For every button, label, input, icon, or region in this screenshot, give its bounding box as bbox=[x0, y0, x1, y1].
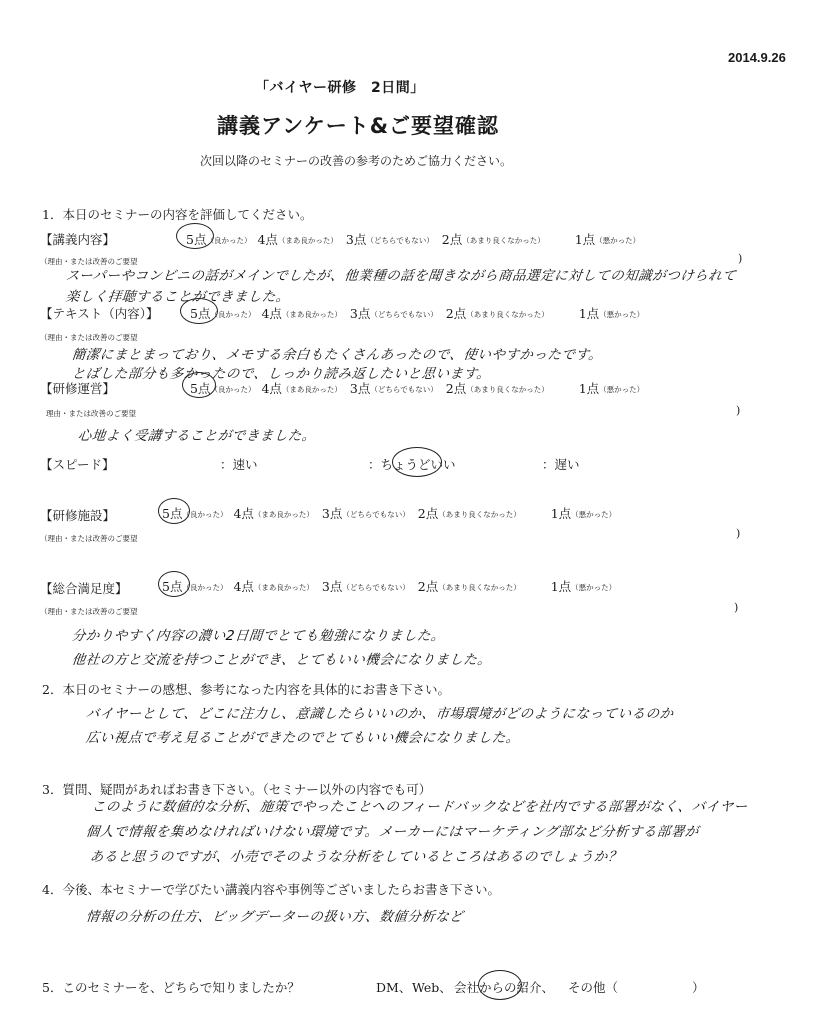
question-1-label: 1．本日のセミナーの内容を評価してください。 bbox=[42, 207, 313, 222]
rating-5[interactable]: 5点（良かった） bbox=[162, 506, 228, 521]
page-title: 講義アンケート&ご要望確認 bbox=[217, 114, 500, 138]
rating-row-lecture bbox=[186, 230, 640, 248]
handwritten-answer: 他社の方と交流を持つことができ、とてもいい機会になりました。 bbox=[70, 652, 493, 668]
item-label-lecture: 【講義内容】 bbox=[40, 232, 116, 247]
reason-label: （理由・または改善のご要望 bbox=[40, 333, 138, 342]
handwritten-answer: このように数値的な分析、施策でやったことへのフィードバックなどを社内でする部署がなく、バイヤー bbox=[90, 799, 749, 815]
course-name: 「バイヤー研修 2日間」 bbox=[255, 80, 425, 96]
source-option-dm[interactable]: DM、 bbox=[376, 980, 412, 995]
reason-label: （理由・または改善のご要望 bbox=[40, 534, 138, 543]
question-3-label: 3．質問、疑問があればお書き下さい。（セミナー以外の内容でも可） bbox=[42, 782, 432, 797]
rating-1[interactable]: 1点（悪かった） bbox=[578, 381, 645, 396]
handwritten-answer: バイヤーとして、どこに注力し、意識したらいいのか、市場環境がどのようになっているのか bbox=[84, 706, 675, 722]
survey-date: 2014.9.26 bbox=[728, 50, 786, 65]
selection-circle bbox=[176, 223, 214, 249]
question-4-label: 4．今後、本セミナーで学びたい講義内容や事例等ございましたらお書き下さい。 bbox=[42, 882, 500, 897]
selection-circle bbox=[158, 498, 190, 524]
selection-circle bbox=[392, 447, 442, 477]
reason-label: （理由・または改善のご要望 bbox=[40, 607, 138, 616]
rating-2[interactable]: 2点（あまり良くなかった） bbox=[445, 306, 549, 321]
rating-3[interactable]: 3点（どちらでもない） bbox=[349, 306, 438, 321]
handwritten-answer: 広い視点で考え見ることができたのでとてもいい機会になりました。 bbox=[84, 730, 521, 746]
rating-5[interactable]: 5点（良かった） bbox=[190, 381, 256, 396]
rating-4[interactable]: 4点（まあ良かった） bbox=[233, 579, 314, 594]
selection-circle bbox=[180, 298, 218, 324]
handwritten-answer: スーパーやコンビニの話がメインでしたが、他業種の話を聞きながら商品選定に対しての知識がつけられて bbox=[64, 268, 738, 284]
rating-4[interactable]: 4点（まあ良かった） bbox=[233, 506, 314, 521]
selection-circle bbox=[158, 571, 190, 597]
rating-5[interactable]: 5点（良かった） bbox=[162, 579, 228, 594]
source-option-company[interactable]: 会社からの紹介、 bbox=[454, 980, 555, 995]
rating-row-text bbox=[190, 304, 644, 322]
rating-4[interactable]: 4点（まあ良かった） bbox=[261, 381, 342, 396]
question-5-label: 5．このセミナーを、どちらで知りましたか？ bbox=[42, 980, 300, 995]
speed-label: 【スピード】 bbox=[40, 457, 115, 472]
question-2-label: 2．本日のセミナーの感想、参考になった内容を具体的にお書き下さい。 bbox=[42, 682, 450, 697]
rating-2[interactable]: 2点（あまり良くなかった） bbox=[441, 232, 545, 247]
source-other-close: ） bbox=[692, 980, 705, 995]
source-option-other[interactable]: その他（ bbox=[568, 980, 619, 995]
rating-1[interactable]: 1点（悪かった） bbox=[574, 232, 641, 247]
rating-2[interactable]: 2点（あまり良くなかった） bbox=[417, 506, 521, 521]
speed-option-slow[interactable]: ：遅い bbox=[542, 457, 580, 472]
rating-3[interactable]: 3点（どちらでもない） bbox=[345, 232, 434, 247]
speed-option-just-right[interactable]: ：ちょうどいい bbox=[368, 457, 456, 472]
intro-text: 次回以降のセミナーの改善の参考のためご協力ください。 bbox=[200, 154, 513, 168]
item-label-overall: 【総合満足度】 bbox=[40, 581, 128, 596]
handwritten-answer: あると思うのですが、小売でそのような分析をしているところはあるのでしょうか？ bbox=[88, 849, 623, 865]
item-label-facility: 【研修施設】 bbox=[40, 508, 116, 523]
rating-3[interactable]: 3点（どちらでもない） bbox=[349, 381, 438, 396]
rating-2[interactable]: 2点（あまり良くなかった） bbox=[445, 381, 549, 396]
item-label-text: 【テキスト（内容）】 bbox=[40, 306, 159, 321]
rating-row-operation bbox=[190, 379, 644, 397]
handwritten-answer: 心地よく受講することができました。 bbox=[76, 428, 317, 444]
handwritten-answer: 楽しく拝聴することができました。 bbox=[64, 289, 291, 305]
rating-row-facility bbox=[162, 504, 616, 522]
rating-3[interactable]: 3点（どちらでもない） bbox=[321, 506, 410, 521]
handwritten-answer: 個人で情報を集めなければいけない環境です。メーカーにはマーケティング部など分析する部署が bbox=[84, 824, 700, 840]
source-option-web[interactable]: Web、 bbox=[412, 980, 452, 995]
rating-1[interactable]: 1点（悪かった） bbox=[550, 506, 617, 521]
selection-circle bbox=[478, 970, 522, 1000]
reason-close-paren: ) bbox=[734, 601, 739, 614]
reason-label: 理由・または改善のご要望 bbox=[46, 409, 136, 418]
handwritten-answer: 情報の分析の仕方、ビッグデーターの扱い方、数値分析など bbox=[84, 909, 465, 925]
rating-4[interactable]: 4点（まあ良かった） bbox=[257, 232, 338, 247]
handwritten-answer: 分かりやすく内容の濃い2日間でとても勉強になりました。 bbox=[70, 628, 446, 644]
rating-1[interactable]: 1点（悪かった） bbox=[550, 579, 617, 594]
rating-4[interactable]: 4点（まあ良かった） bbox=[261, 306, 342, 321]
rating-5[interactable]: 5点（良かった） bbox=[186, 232, 252, 247]
selection-circle bbox=[182, 372, 216, 398]
rating-2[interactable]: 2点（あまり良くなかった） bbox=[417, 579, 521, 594]
rating-1[interactable]: 1点（悪かった） bbox=[578, 306, 645, 321]
reason-close-paren: ) bbox=[738, 252, 743, 265]
speed-option-fast[interactable]: ：速い bbox=[220, 457, 258, 472]
handwritten-answer: 簡潔にまとまっており、メモする余白もたくさんあったので、使いやすかったです。 bbox=[70, 347, 604, 363]
reason-close-paren: ) bbox=[736, 404, 741, 417]
handwritten-answer: とばした部分も多かったので、しっかり読み返したいと思います。 bbox=[70, 366, 492, 382]
item-label-operation: 【研修運営】 bbox=[40, 381, 116, 396]
rating-3[interactable]: 3点（どちらでもない） bbox=[321, 579, 410, 594]
reason-label: （理由・または改善のご要望 bbox=[40, 257, 138, 266]
reason-close-paren: ) bbox=[736, 527, 741, 540]
rating-row-overall bbox=[162, 577, 616, 595]
rating-5[interactable]: 5点（良かった） bbox=[190, 306, 256, 321]
